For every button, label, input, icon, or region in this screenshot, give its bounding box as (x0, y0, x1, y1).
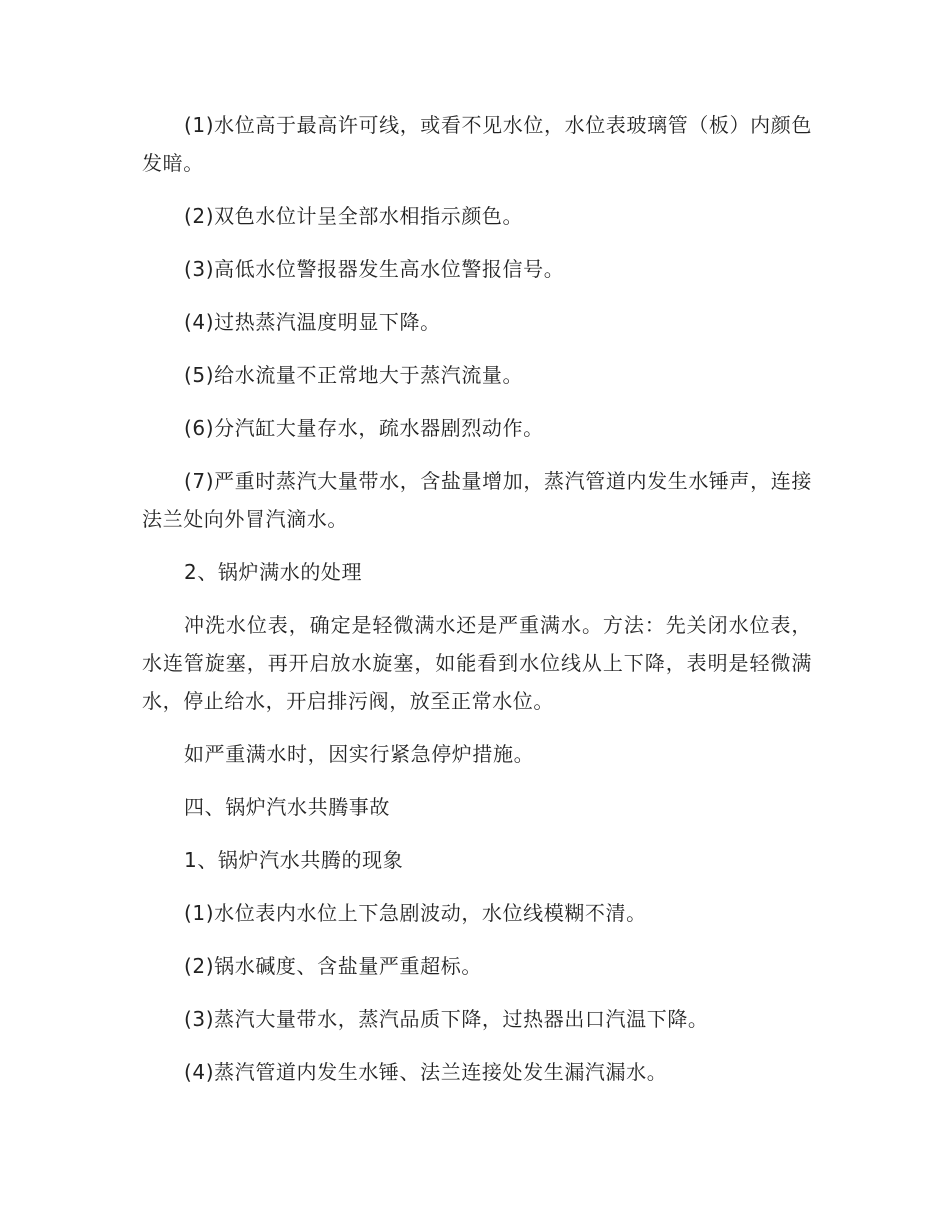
paragraph-full-water-symptom-6: (6)分汽缸大量存水，疏水器剧烈动作。 (184, 416, 544, 440)
section-heading-priming-accident: 四、锅炉汽水共腾事故 (184, 795, 390, 819)
paragraph-full-water-symptom-2: (2)双色水位计呈全部水相指示颜色。 (184, 204, 524, 228)
paragraph-full-water-symptom-5: (5)给水流量不正常地大于蒸汽流量。 (184, 363, 524, 387)
paragraph-full-water-symptom-4: (4)过热蒸汽温度明显下降。 (184, 310, 441, 334)
paragraph-full-water-handling: 冲洗水位表，确定是轻微满水还是严重满水。方法：先关闭水位表，水连管旋塞，再开启放水旋塞，如能看到水位线从上下降，表明是轻微满水，停止给水，开启排污阀，放至正常水位。 (142, 613, 812, 713)
document-body (142, 106, 812, 1106)
section-heading-full-water-handling: 2、锅炉满水的处理 (184, 560, 363, 584)
paragraph-priming-symptom-1: (1)水位表内水位上下急剧波动，水位线模糊不清。 (184, 901, 647, 925)
paragraph-full-water-symptom-7: (7)严重时蒸汽大量带水，含盐量增加，蒸汽管道内发生水锤声，连接法兰处向外冒汽滴水。 (142, 469, 812, 531)
paragraph-priming-symptom-3: (3)蒸汽大量带水，蒸汽品质下降，过热器出口汽温下降。 (184, 1007, 709, 1031)
paragraph-priming-symptom-2: (2)锅水碱度、含盐量严重超标。 (184, 954, 482, 978)
paragraph-severe-full-water: 如严重满水时，因实行紧急停炉措施。 (184, 742, 535, 766)
section-heading-priming-symptoms: 1、锅炉汽水共腾的现象 (184, 848, 404, 872)
paragraph-full-water-symptom-3: (3)高低水位警报器发生高水位警报信号。 (184, 257, 565, 281)
paragraph-priming-symptom-4: (4)蒸汽管道内发生水锤、法兰连接处发生漏汽漏水。 (184, 1060, 668, 1084)
paragraph-full-water-symptom-1: (1)水位高于最高许可线，或看不见水位，水位表玻璃管（板）内颜色发暗。 (142, 113, 812, 175)
